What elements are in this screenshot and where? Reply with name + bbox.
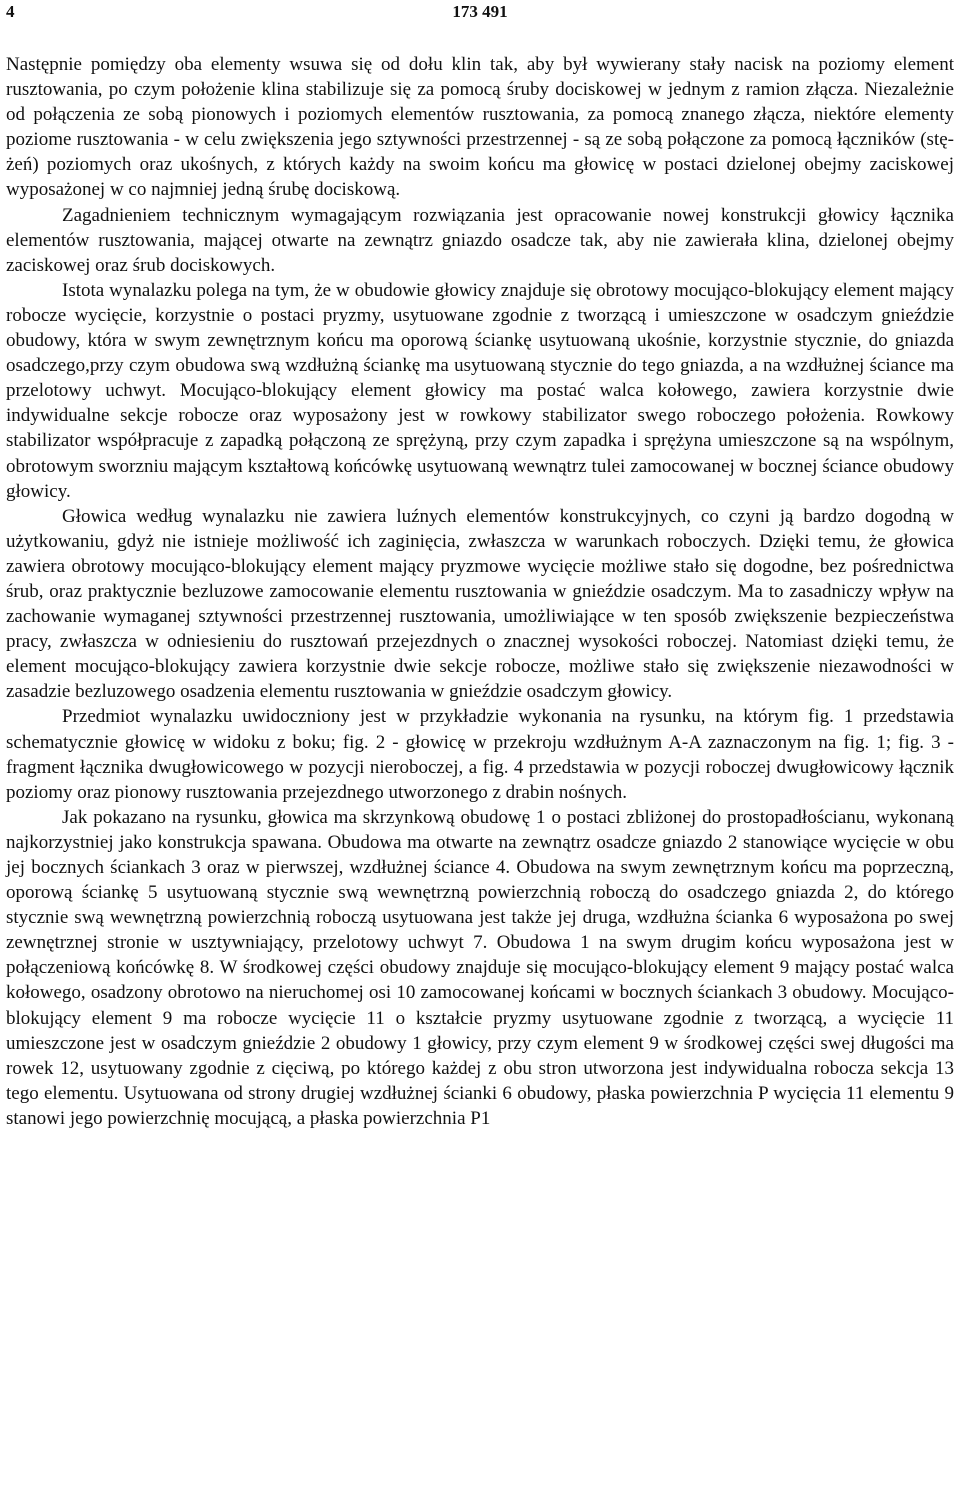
paragraph-6: Jak pokazano na rysunku, głowica ma skrzynkową obudowę 1 o postaci zbliżonej do prostopadłościanu, wykonaną najkorzystniej jako konstrukcja spawana. Obudowa ma otwarte na zewnątrz osadcze gniazdo 2 stanowiące wycięcie w obu jej bocznych ściankach 3 oraz w pierwszej, wzdłużnej ściance 4. Obudowa na swym zewnętrznym końcu ma poprzeczną, oporową ściankę 5 usytuowaną stycznie swą wewnętrzną powierzchnią roboczą do osadczego gniazda 2, do którego stycznie swą wewnętrzną powierzchnią roboczą usytuowana jest także jej druga, wzdłużna ścianka 6 wyposażona po swej zewnętrznej stronie w usztywniający, przelotowy uchwyt 7. Obudowa 1 na swym drugim końcu wyposażona jest w połączeniową końcówkę 8. W środkowej części obudowy znajduje się mocująco-blokujący element 9 mający postać walca kołowego, osadzony obrotowo na nieruchomej osi 10 zamocowanej końcami w bocznych ściankach 3 obudowy. Mocująco-blokujący element 9 ma robocze wycięcie 11 o kształcie pryzmy usytuowane zgodnie z tworzącą, a wycięcie 11 umieszczone jest w osadczym gnieździe 2 obudowy 1 głowicy, przy czym element 9 w środkowej części swej długości ma rowek 12, usytuowany zgodnie z cięciwą, po którego każdej z obu stron utworzona jest indywidualna robocza sekcja 13 tego elementu. Usytuowana od strony drugiej wzdłużnej ścianki 6 obudowy, płaska powierzchnia P wycięcia 11 elementu 9 stanowi jego powierzchnię mocującą, a płaska powierzchnia P1 (6, 806, 954, 1129)
paragraph-2: Zagadnieniem technicznym wymagającym rozwiązania jest opracowanie nowej konstrukcji głowicy łącznika elementów rusztowania, mającej otwarte na zewnątrz gniazdo osadcze tak, aby nie zawierała klina, dzielonej obejmy zaciskowej oraz śrub dociskowych. (6, 204, 954, 276)
document-body (6, 52, 954, 1131)
paragraph-5: Przedmiot wynalazku uwidoczniony jest w przykładzie wykonania na rysunku, na którym fig. 1 przedstawia schematycznie głowicę w widoku z boku; fig. 2 - głowicę w przekroju wzdłużnym A-A zaznaczonym na fig. 1; fig. 3 - fragment łącznika dwugłowicowego w pozycji nieroboczej, a fig. 4 przedstawia w pozycji roboczej dwugłowicowy łącznik poziomy oraz pionowy rusztowania przejezdnego utworzonego z drabin nośnych. (6, 706, 954, 803)
page-number: 4 (6, 2, 15, 21)
paragraph-4: Głowica według wynalazku nie zawiera luźnych elementów konstrukcyjnych, co czyni ją bardzo dogodną w użytkowaniu, gdyż nie istnieje możliwość ich zaginięcia, zwłaszcza w warunkach roboczych. Dzięki temu, że głowica zawiera obrotowy mocująco-blokujący element mający pryzmowe wycięcie możliwe stało się dogodne, bez pośrednictwa śrub, oraz praktycznie bezluzowe zamocowanie elementu rusztowania w gnieździe osadczym. Ma to zasadniczy wpływ na zachowanie wymaganej sztywności przestrzennej rusztowania, umożliwiające w ten sposób zwiększenie bezpieczeństwa pracy, zwłaszcza w odniesieniu do rusztowań przejezdnych o znacznej wysokości roboczej. Natomiast dzięki temu, że element mocująco-blokujący zawiera korzystnie dwie sekcje robocze, możliwe stało się zwiększenie niezawodności w zasadzie bezluzowego osadzenia elementu rusztowania w gnieździe osadczym głowicy. (6, 505, 954, 703)
patent-number: 173 491 (452, 2, 508, 21)
paragraph-1: Następnie pomiędzy oba elementy wsuwa się od dołu klin tak, aby był wywierany stały nacisk na poziomy element rusztowania, po czym położenie klina stabilizuje się za pomocą śruby dociskowej w jednym z ramion złącza. Niezależnie od połączenia ze sobą pionowych i poziomych elementów rusztowania, za pomocą znanego złącza, niektóre elementy poziome rusztowania - w celu zwiększenia jego sztywności przestrzennej - są ze sobą połączone za pomocą łączników (stężeń) poziomych oraz ukośnych, z których każdy na swoim końcu ma głowicę w postaci dzielonej obejmy zaciskowej wyposażonej w co najmniej jedną śrubę dociskową. (6, 54, 954, 201)
paragraph-3: Istota wynalazku polega na tym, że w obudowie głowicy znajduje się obrotowy mocująco-blokujący element mający robocze wycięcie, korzystnie o postaci pryzmy, usytuowane zgodnie z tworzącą i umieszczone w osadczym gnieździe obudowy, która w swym zewnętrznym końcu ma oporową ściankę usytuowaną ukośnie, korzystnie stycznie, do gniazda osadczego,przy czym obudowa swą wzdłużną ściankę ma usytuowaną stycznie do tego gniazda, a na wzdłużnej ściance ma przelotowy uchwyt. Mocująco-blokujący element głowicy ma postać walca kołowego, zawiera korzystnie dwie indywidualne sekcje robocze oraz wyposażony jest w rowkowy stabilizator swego roboczego położenia. Rowkowy stabilizator współpracuje z zapadką połączoną ze sprężyną, przy czym zapadka i sprężyna umieszczone są na wspólnym, obrotowym sworzniu mającym kształtową końcówkę usytuowaną wewnątrz tulei zamocowanej w bocznej ściance obudowy głowicy. (6, 279, 954, 502)
page-header (6, 0, 954, 24)
